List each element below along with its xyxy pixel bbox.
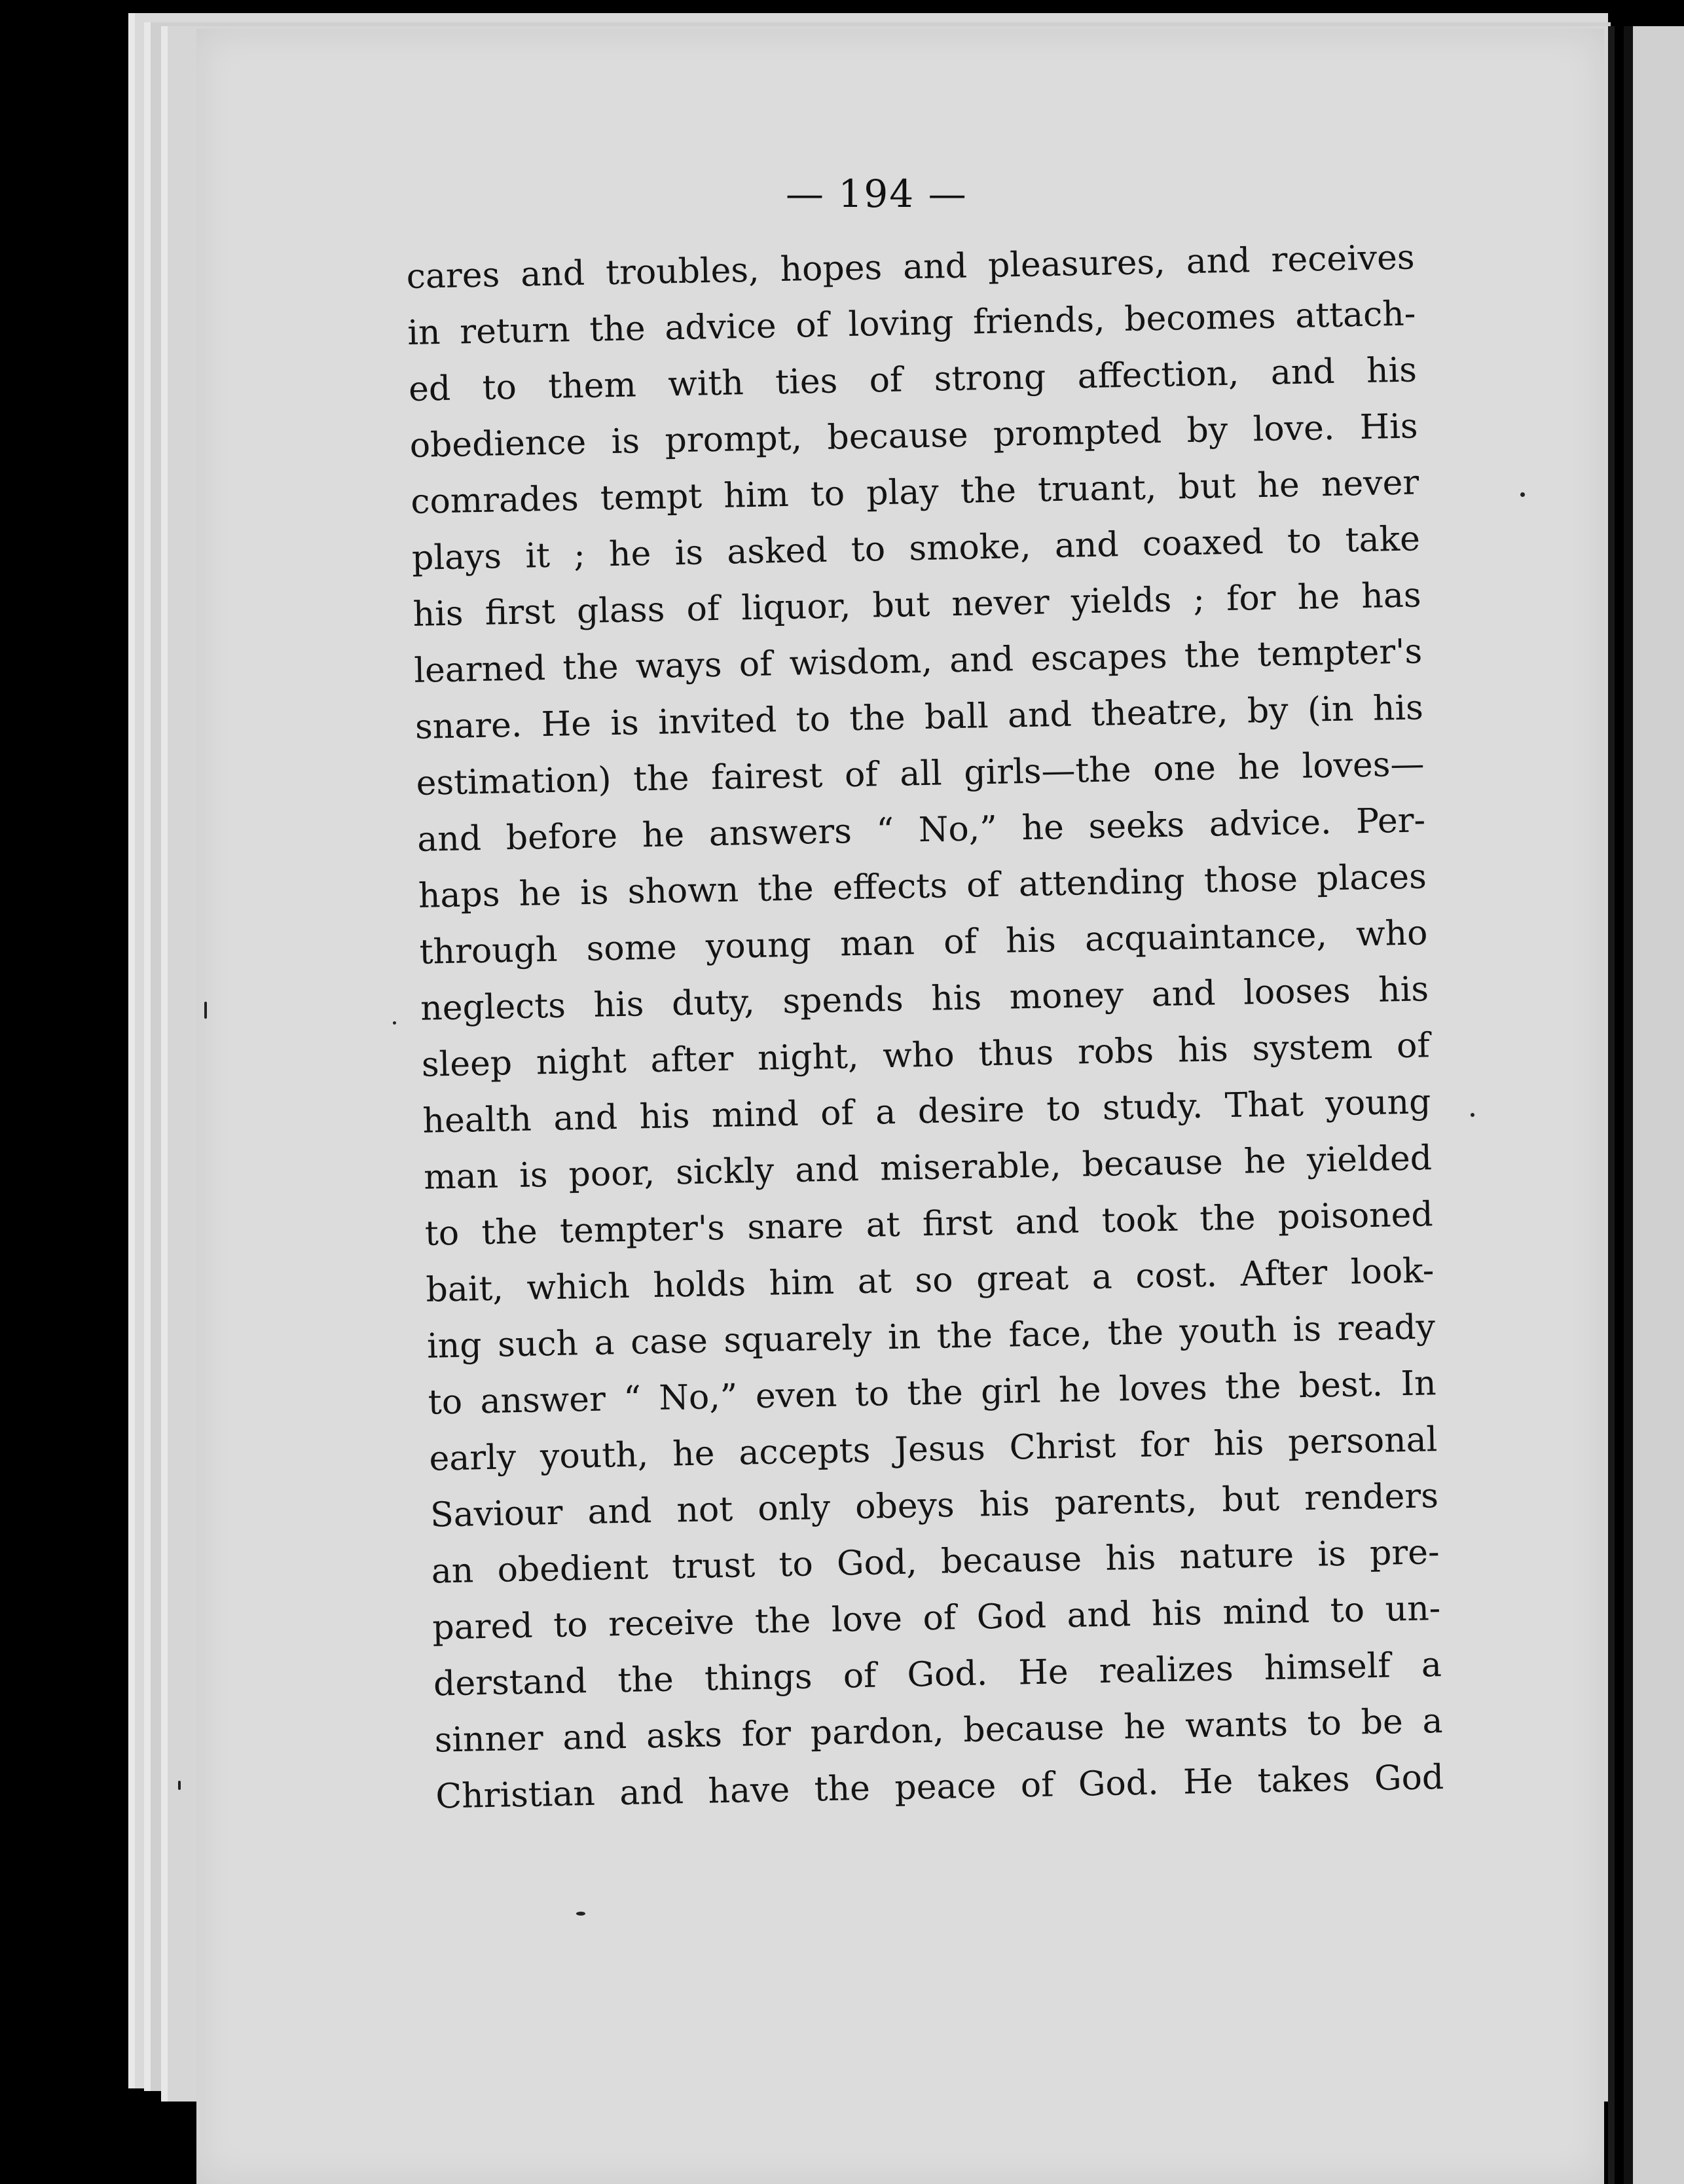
text-line: plays it ; he is asked to smoke, and coaxed to take bbox=[411, 519, 1421, 578]
body-text bbox=[406, 229, 1444, 1825]
scan-speck bbox=[1471, 1113, 1474, 1117]
text-line: snare. He is invited to the ball and theatre, by (in his bbox=[414, 688, 1424, 747]
text-line: pared to receive the love of God and his mind to un- bbox=[431, 1589, 1441, 1648]
text-line: to answer “ No,” even to the girl he loves the best. In bbox=[428, 1364, 1437, 1423]
text-line: ing such a case squarely in the face, the youth is ready bbox=[426, 1307, 1436, 1366]
scan-speck bbox=[576, 1912, 585, 1916]
text-line: derstand the things of God. He realizes himself a bbox=[433, 1645, 1442, 1704]
text-line: estimation) the fairest of all girls—the one he loves— bbox=[416, 744, 1425, 803]
text-line: Saviour and not only obeys his parents, but renders bbox=[430, 1476, 1439, 1535]
scan-speck bbox=[178, 1781, 181, 1790]
scan-speck bbox=[1520, 492, 1525, 497]
text-line: learned the ways of wisdom, and escapes the tempter's bbox=[413, 632, 1423, 691]
text-line: ed to them with ties of strong affection, and his bbox=[408, 350, 1418, 409]
text-line: sleep night after night, who thus robs his system of bbox=[421, 1026, 1431, 1085]
text-line: obedience is prompt, because prompted by love. His bbox=[409, 407, 1419, 465]
book-gutter bbox=[1608, 26, 1615, 2184]
text-line: and before he answers “ No,” he seeks advice. Per- bbox=[416, 801, 1426, 860]
text-line: health and his mind of a desire to study. That young bbox=[422, 1082, 1431, 1141]
scan-speck bbox=[204, 1002, 207, 1019]
text-line: bait, which holds him at so great a cost. After look- bbox=[425, 1251, 1435, 1310]
text-line: early youth, he accepts Jesus Christ for his personal bbox=[428, 1420, 1438, 1479]
text-line: his first glass of liquor, but never yields ; for he has bbox=[412, 575, 1422, 634]
text-line: cares and troubles, hopes and pleasures, and receives bbox=[406, 238, 1416, 297]
scan-speck bbox=[393, 1021, 396, 1025]
text-line: haps he is shown the effects of attending those places bbox=[418, 857, 1427, 916]
facing-page-edge bbox=[1624, 26, 1684, 2184]
text-line: comrades tempt him to play the truant, but he never bbox=[410, 463, 1419, 522]
text-line: in return the advice of loving friends, becomes attach- bbox=[407, 294, 1416, 353]
text-line: an obedient trust to God, because his nature is pre- bbox=[431, 1533, 1440, 1592]
text-line: neglects his duty, spends his money and looses his bbox=[420, 970, 1429, 1028]
text-line: sinner and asks for pardon, because he wants to be a bbox=[434, 1702, 1444, 1760]
page-number: — 194 — bbox=[786, 172, 968, 216]
text-line: through some young man of his acquaintance, who bbox=[419, 913, 1428, 972]
text-line: Christian and have the peace of God. He takes God bbox=[435, 1758, 1444, 1817]
text-line: to the tempter's snare at first and took the poisoned bbox=[424, 1195, 1434, 1254]
text-line: man is poor, sickly and miserable, because he yielded bbox=[423, 1138, 1433, 1197]
